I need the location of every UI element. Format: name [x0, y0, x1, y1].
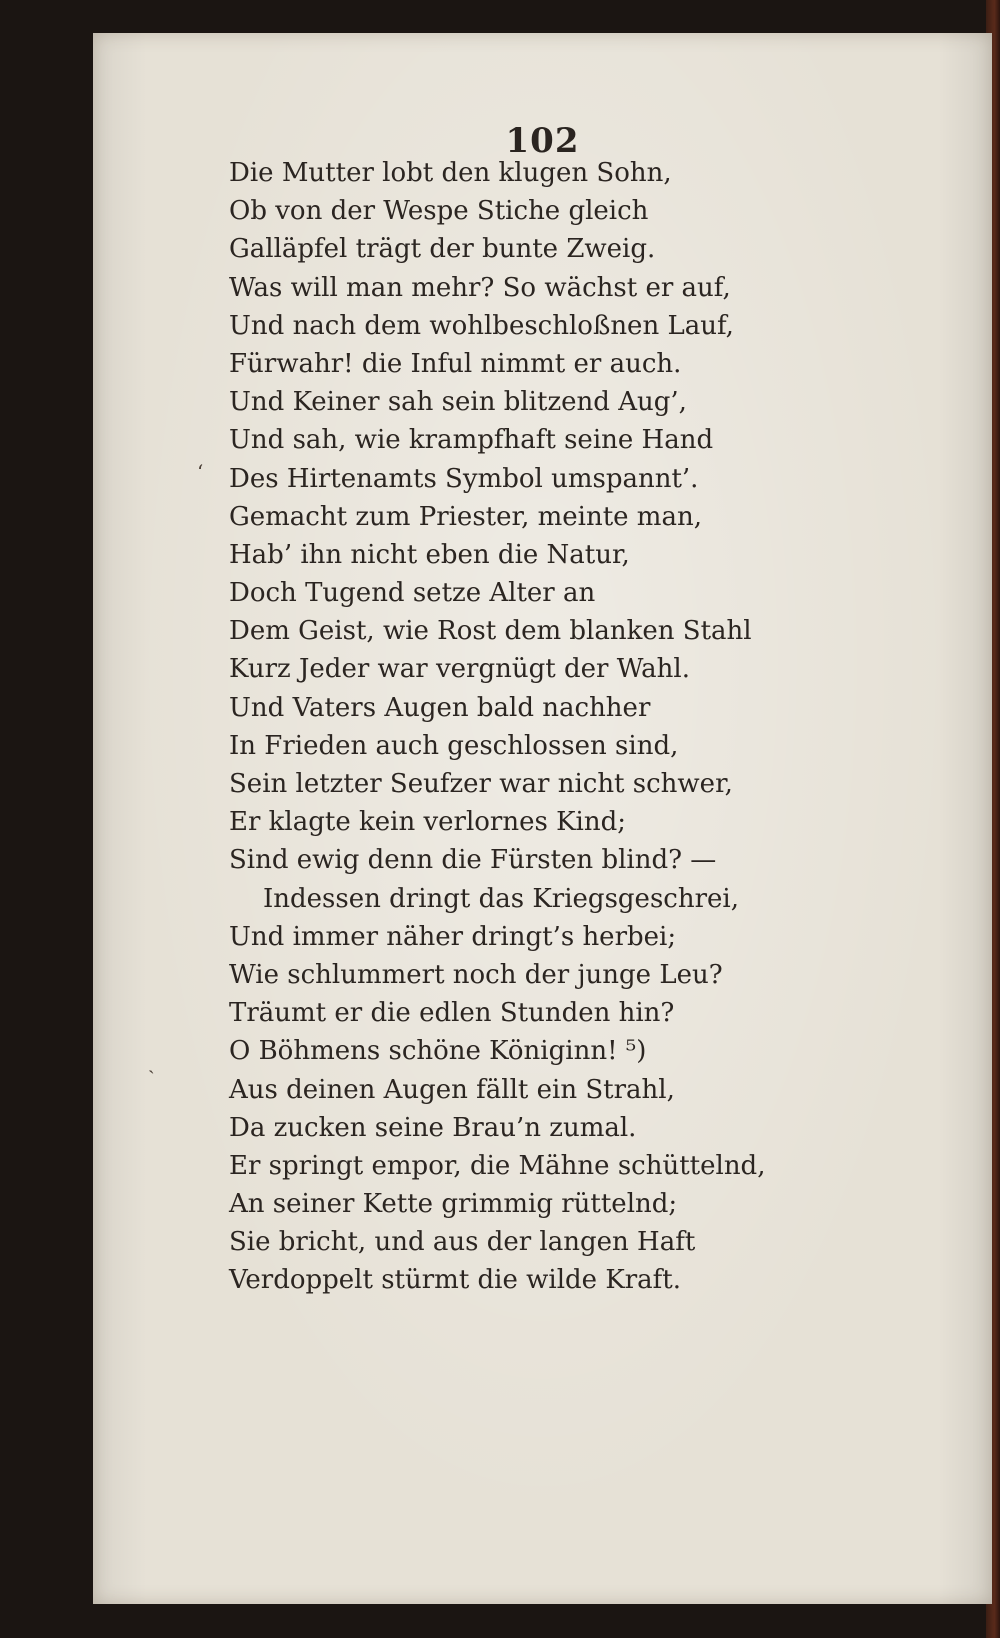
verse-line: Aus deinen Augen fällt ein Strahl,	[229, 1074, 675, 1105]
verse-line: Da zucken seine Brau’n zumal.	[229, 1112, 637, 1143]
poem-text	[229, 154, 869, 1300]
verse-line: Des Hirtenamts Symbol umspannt’.	[229, 463, 699, 494]
verse-line: Indessen dringt das Kriegsgeschrei,	[263, 883, 739, 914]
verse-line: Sein letzter Seufzer war nicht schwer,	[229, 769, 733, 799]
verse-line: Fürwahr! die Inful nimmt er auch.	[229, 348, 682, 379]
verse-line: Sie bricht, und aus der langen Haft	[229, 1227, 696, 1258]
verse-line: O Böhmens schöne Königinn! ⁵)	[229, 1036, 647, 1067]
verse-line: Dem Geist, wie Rost dem blanken Stahl	[229, 616, 752, 647]
verse-line: Und nach dem wohlbeschloßnen Lauf,	[229, 310, 734, 341]
verse-line: Und immer näher dringt’s herbei;	[229, 921, 677, 952]
verse-line: Hab’ ihn nicht eben die Natur,	[229, 539, 630, 570]
verse-line: Er klagte kein verlornes Kind;	[229, 807, 626, 838]
verse-line: Er springt empor, die Mähne schüttelnd,	[229, 1150, 766, 1181]
margin-mark: ˎ	[148, 1050, 155, 1074]
verse-line: Träumt er die edlen Stunden hin?	[229, 998, 675, 1029]
verse-line: Und Keiner sah sein blitzend Aug’,	[229, 387, 687, 418]
page-number: 102	[505, 121, 580, 161]
verse-line: Galläpfel trägt der bunte Zweig.	[229, 234, 656, 265]
verse-line: In Frieden auch geschlossen sind,	[229, 730, 679, 761]
verse-line: Doch Tugend setze Alter an	[229, 578, 596, 609]
verse-line: Ob von der Wespe Stiche gleich	[229, 196, 649, 227]
verse-line: Kurz Jeder war vergnügt der Wahl.	[229, 654, 690, 685]
verse-line: Wie schlummert noch der junge Leu?	[229, 959, 723, 990]
verse-line: Sind ewig denn die Fürsten blind? —	[229, 845, 717, 876]
verse-line: Was will man mehr? So wächst er auf,	[229, 272, 731, 303]
margin-mark: ‘	[197, 460, 204, 484]
verse-line: Und sah, wie krampfhaft seine Hand	[229, 425, 714, 456]
verse-line: An seiner Kette grimmig rüttelnd;	[229, 1189, 678, 1220]
verse-line: Gemacht zum Priester, meinte man,	[229, 501, 702, 532]
verse-line: Verdoppelt stürmt die wilde Kraft.	[229, 1265, 682, 1296]
verse-line: Und Vaters Augen bald nachher	[229, 692, 651, 723]
verse-line: Die Mutter lobt den klugen Sohn,	[229, 158, 672, 188]
